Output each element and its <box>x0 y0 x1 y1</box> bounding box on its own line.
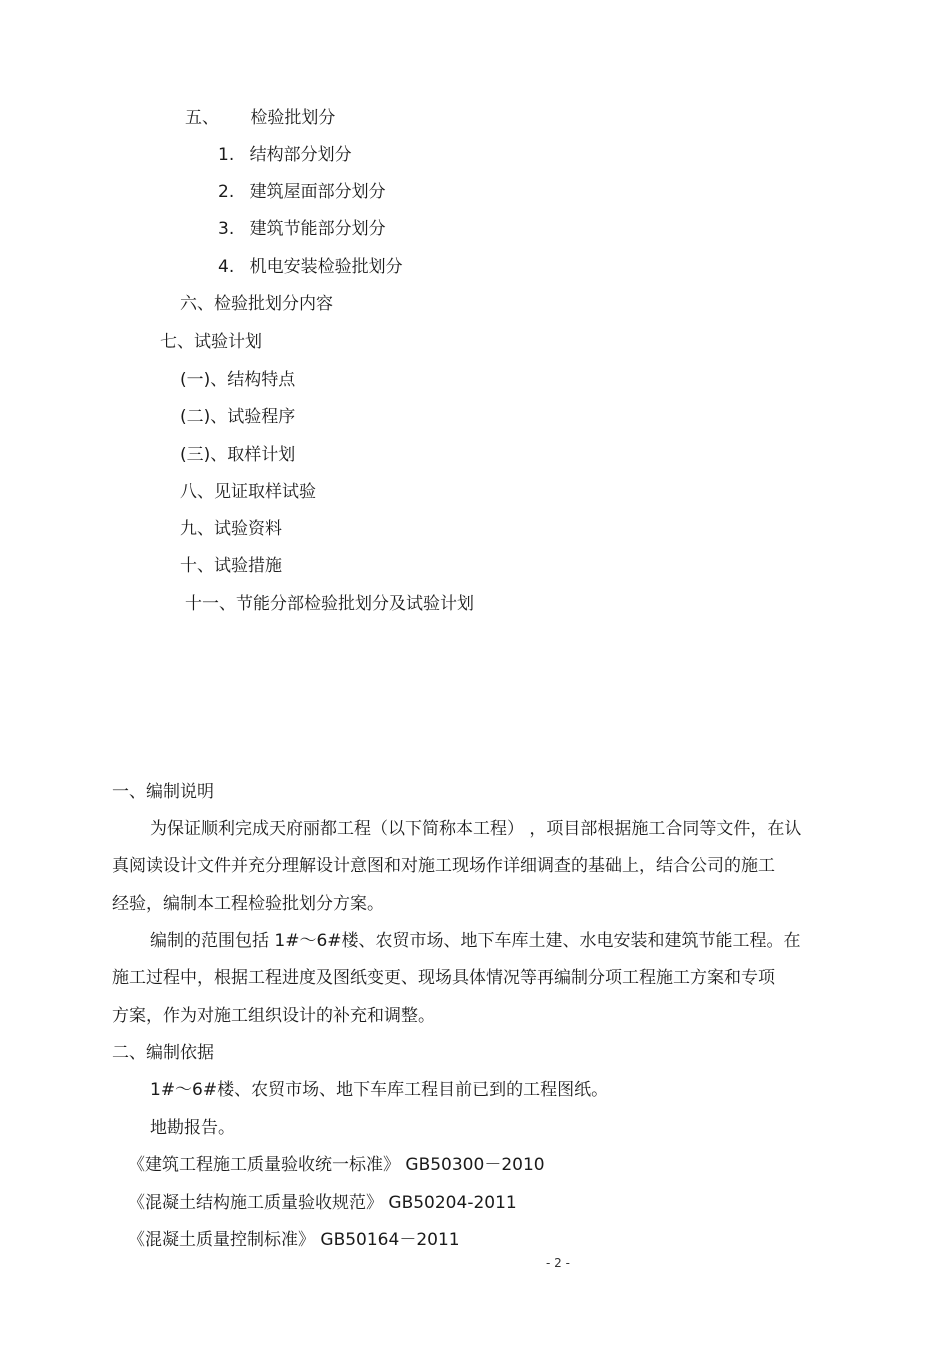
toc-item-title: 建筑节能部分划分 <box>249 219 386 239</box>
para2-line1: 编制的范围包括 1#～6#楼、农贸市场、地下车库土建、水电安装和建筑节能工程。在 <box>150 931 801 951</box>
basis-item-gb50164: 《混凝土质量控制标准》 GB50164－2011 <box>128 1230 460 1250</box>
toc-item-5-3 <box>218 217 386 241</box>
para1-line1: 为保证顺利完成天府丽都工程（以下简称本工程） ，项目部根据施工合同等文件，在认 <box>150 819 802 839</box>
toc-item-7-2: (二)、试验程序 <box>180 407 296 427</box>
basis-item-gb50204: 《混凝土结构施工质量验收规范》 GB50204-2011 <box>128 1193 517 1213</box>
toc-section-9: 九、试验资料 <box>180 519 282 539</box>
toc-section-10: 十、试验措施 <box>180 556 282 576</box>
basis-item-survey: 地勘报告。 <box>150 1118 235 1138</box>
toc-item-title: 建筑屋面部分划分 <box>249 182 386 202</box>
toc-item-7-3: (三)、取样计划 <box>180 445 296 465</box>
toc-item-num: 3. <box>218 219 235 239</box>
toc-item-num: 1. <box>218 145 235 165</box>
toc-item-title: 机电安装检验批划分 <box>249 257 403 277</box>
toc-item-7-1: (一)、结构特点 <box>180 370 296 390</box>
para1-line3: 经验，编制本工程检验批划分方案。 <box>112 894 384 914</box>
toc-section-5-title: 检验批划分 <box>250 108 336 128</box>
toc-section-5-num: 五、 <box>185 108 219 128</box>
basis-item-gb50300: 《建筑工程施工质量验收统一标准》 GB50300－2010 <box>128 1155 545 1175</box>
toc-section-5 <box>185 106 335 130</box>
para2-line3: 方案，作为对施工组织设计的补充和调整。 <box>112 1006 435 1026</box>
toc-item-title: 结构部分划分 <box>249 145 352 165</box>
heading-preparation-basis: 二、编制依据 <box>112 1043 214 1063</box>
toc-item-num: 4. <box>218 257 235 277</box>
page-number: - 2 - <box>546 1256 570 1270</box>
para2-line2: 施工过程中，根据工程进度及图纸变更、现场具体情况等再编制分项工程施工方案和专项 <box>112 968 775 988</box>
toc-section-6: 六、检验批划分内容 <box>180 294 333 314</box>
toc-section-7: 七、试验计划 <box>160 332 262 352</box>
toc-item-num: 2. <box>218 182 235 202</box>
basis-item-drawings: 1#～6#楼、农贸市场、地下车库工程目前已到的工程图纸。 <box>150 1080 609 1100</box>
toc-item-5-1 <box>218 143 352 167</box>
para1-line2: 真阅读设计文件并充分理解设计意图和对施工现场作详细调查的基础上，结合公司的施工 <box>112 856 775 876</box>
heading-preparation-notes: 一、编制说明 <box>112 782 214 802</box>
toc-section-11: 十一、节能分部检验批划分及试验计划 <box>185 594 474 614</box>
toc-item-5-2 <box>218 180 386 204</box>
toc-item-5-4 <box>218 255 403 279</box>
toc-section-8: 八、见证取样试验 <box>180 482 316 502</box>
